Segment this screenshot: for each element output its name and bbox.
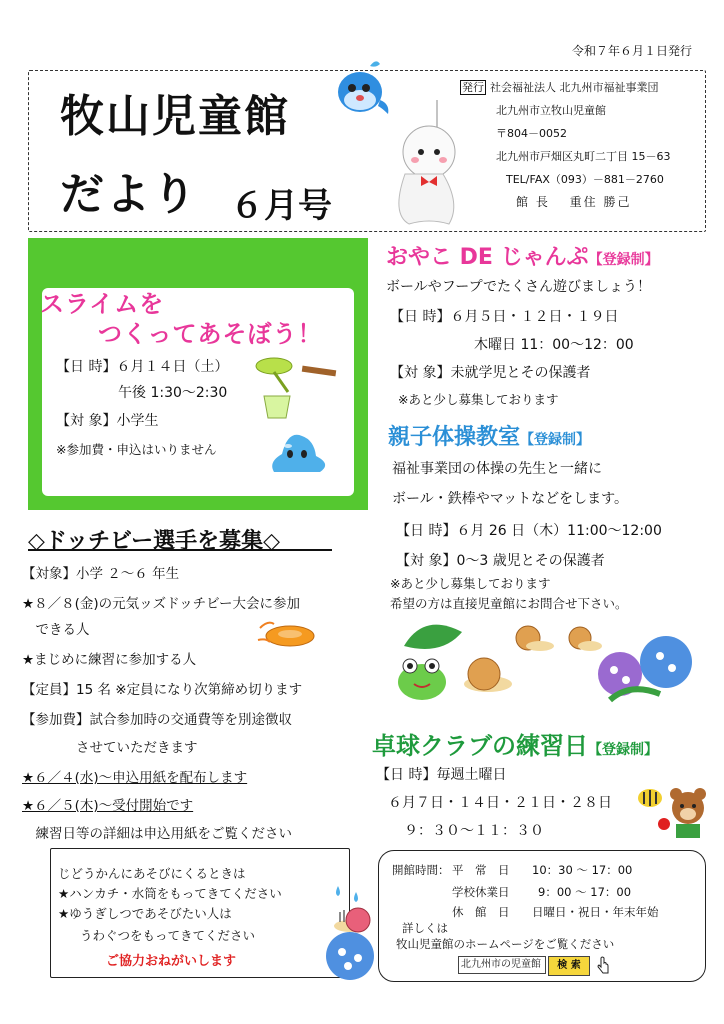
oyako-jump-title-text: おやこ DE じゃんぷ xyxy=(386,245,589,270)
slime-date: 【日 時】６月１４日（土） xyxy=(56,359,229,375)
slime-target: 【対 象】小学生 xyxy=(56,413,159,429)
search-input[interactable]: 北九州市の児童館 xyxy=(458,956,546,974)
raindrop-icon xyxy=(330,880,370,910)
dodgebee-line: 【定員】15 名 ※定員になり次第締め切ります xyxy=(22,682,303,698)
publisher-org: 社会福祉法人 北九州市福祉事業団 xyxy=(490,81,659,94)
dodgebee-line: させていただきます xyxy=(22,740,198,756)
publisher-label: 発行 xyxy=(462,81,484,94)
publisher-director: 館 長 重住 勝己 xyxy=(516,195,632,209)
hours-more-info1: 詳しくは xyxy=(402,921,448,935)
hours-closed-days: 日曜日・祝日・年末年始 xyxy=(532,905,659,919)
slime-time: 午後 1:30～2:30 xyxy=(118,385,228,401)
table-tennis-days: ６月７日・１４日・２１日・２８日 xyxy=(388,795,612,811)
teru-teru-bozu-icon xyxy=(385,100,467,228)
publisher-address: 北九州市戸畑区丸町二丁目 15－63 xyxy=(496,150,671,163)
notice-line4: うわぐつをもってきてください xyxy=(80,928,256,943)
dodgebee-line: 練習日等の詳細は申込用紙をご覧ください xyxy=(22,826,292,842)
snail-hydrangea-icon xyxy=(312,902,388,982)
table-tennis-time: ９：３０～１１：３０ xyxy=(404,823,544,839)
dodgebee-title-underline xyxy=(28,549,332,551)
frisbee-icon xyxy=(256,614,326,654)
dodgebee-line: ★６／４(水)～申込用紙を配布します xyxy=(22,770,248,786)
oyako-taiso-note1: ※あと少し募集しております xyxy=(390,576,551,591)
dodgebee-line: ★６／５(木)～受付開始です xyxy=(22,798,194,814)
oyako-taiso-note2: 希望の方は直接児童館にお問合せ下さい。 xyxy=(390,596,628,611)
hours-school-holiday-label: 学校休業日 xyxy=(452,885,510,899)
oyako-taiso-desc2: ボール・鉄棒やマットなどをします。 xyxy=(392,491,629,507)
notice-line5: ご協力おねがいします xyxy=(106,954,237,969)
table-tennis-title-text: 卓球クラブの練習日 xyxy=(372,732,588,760)
hours-closed-label: 休 館 日 xyxy=(452,905,510,919)
blue-slime-icon xyxy=(268,428,328,476)
table-tennis-tag: 【登録制】 xyxy=(588,742,658,758)
dodgebee-line: 【参加費】試合参加時の交通費等を別途徴収 xyxy=(22,712,292,728)
notice-line1: じどうかんにあそびにくるときは xyxy=(58,866,246,881)
hours-regular-label: 平 常 日 xyxy=(452,863,510,877)
oyako-taiso-desc1: 福祉事業団の体操の先生と一緒に xyxy=(392,461,602,477)
newsletter-title-line1: 牧山児童館 xyxy=(60,91,290,142)
dodgebee-title: ◇ドッチビー選手を募集◇ xyxy=(28,529,281,554)
newsletter-month: ６月号 xyxy=(230,186,332,226)
dodgebee-line: 【対象】小学 ２～６ 年生 xyxy=(22,566,180,582)
publisher-tel: TEL/FAX（093）－881－2760 xyxy=(506,173,664,186)
slime-title-line2: つくってあそぼう！ xyxy=(98,320,323,348)
oyako-jump-title xyxy=(386,240,659,271)
slime-tools-icon xyxy=(252,352,342,422)
hours-label: 開館時間： xyxy=(392,863,450,877)
table-tennis-title xyxy=(372,726,658,761)
oyako-jump-target: 【対 象】未就学児とその保護者 xyxy=(390,365,591,381)
oyako-jump-tag: 【登録制】 xyxy=(588,252,659,268)
notice-line2: ★ハンカチ・水筒をもってきてください xyxy=(58,886,282,901)
issue-date: 令和７年６月１日発行 xyxy=(571,44,692,58)
publisher-name: 北九州市立牧山児童館 xyxy=(496,104,606,117)
oyako-taiso-date: 【日 時】６月 26 日（木）11:00～12:00 xyxy=(396,523,662,539)
publisher-info xyxy=(460,76,700,214)
oyako-jump-note: ※あと少し募集しております xyxy=(398,392,559,407)
frog-snail-hydrangea-illustration xyxy=(370,612,700,708)
slime-title-line1: スライムを xyxy=(40,290,165,318)
dodgebee-line: できる人 xyxy=(22,622,90,638)
oyako-jump-date: 【日 時】６月５日・１２日・１９日 xyxy=(390,309,619,325)
oyako-jump-time: 木曜日 11：00～12：00 xyxy=(474,337,634,353)
oyako-taiso-title xyxy=(388,420,590,451)
notice-line3: ★ゆうぎしつであそびたい人は xyxy=(58,906,232,921)
hours-school-holiday-time: 9：00 ～ 17：00 xyxy=(538,885,632,899)
publisher-postal: 〒804－0052 xyxy=(496,127,567,140)
newsletter-title-line2: だより xyxy=(60,169,198,220)
oyako-taiso-target: 【対 象】0～3 歳児とその保護者 xyxy=(396,553,605,569)
search-button[interactable]: 検 索 xyxy=(548,956,590,976)
dodgebee-line: ★まじめに練習に参加する人 xyxy=(22,652,197,668)
table-tennis-date: 【日 時】毎週土曜日 xyxy=(376,767,507,783)
dodgebee-line: ★８／８(金)の元気ッズドッチビー大会に参加 xyxy=(22,596,301,612)
slime-note: ※参加費・申込はいりません xyxy=(56,442,217,457)
hours-regular-time: 10：30 ～ 17：00 xyxy=(532,863,633,877)
oyako-taiso-tag: 【登録制】 xyxy=(520,432,591,448)
oyako-jump-desc: ボールやフープでたくさん遊びましょう！ xyxy=(386,279,652,295)
oyako-taiso-title-text: 親子体操教室 xyxy=(388,425,521,450)
bee-and-bear-icon xyxy=(636,780,712,840)
hours-more-info2: 牧山児童館のホームページをご覧ください xyxy=(396,937,615,951)
pointer-hand-icon xyxy=(596,956,610,974)
